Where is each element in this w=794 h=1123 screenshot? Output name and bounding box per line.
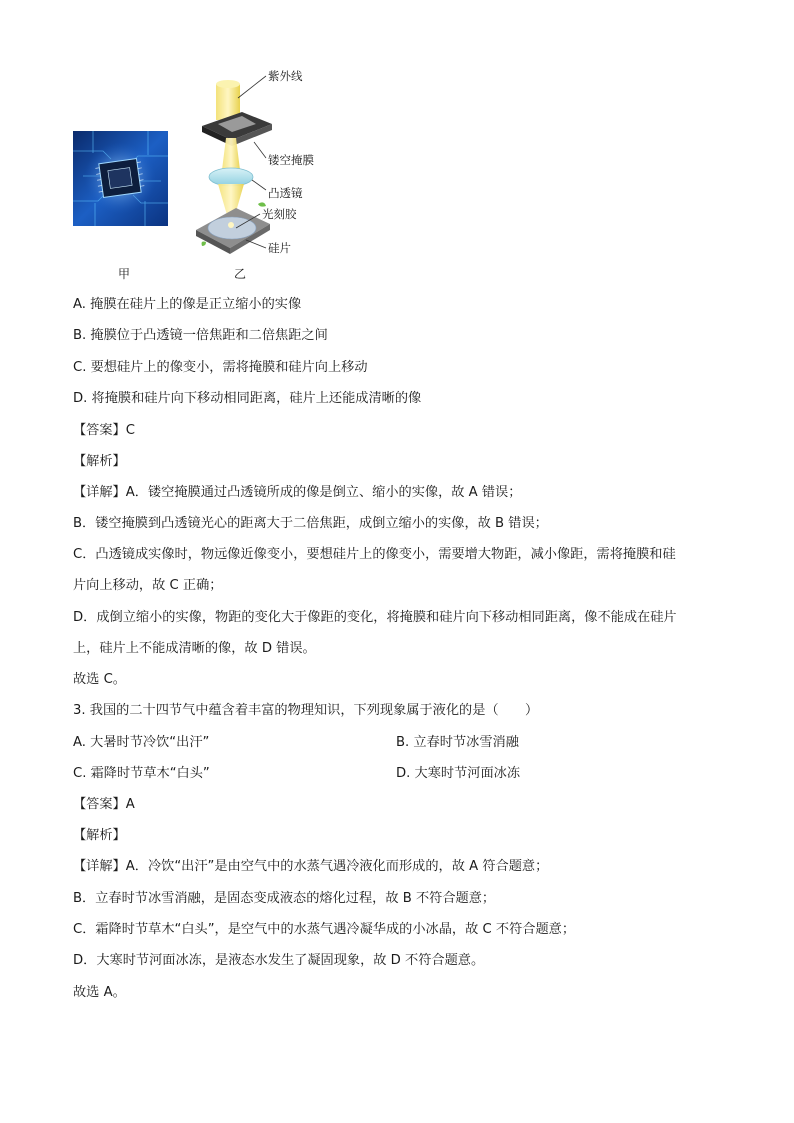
caption-yi: 乙: [234, 267, 247, 281]
label-wafer: 硅片: [268, 241, 291, 255]
q3-option-b: B. 立春时节冰雪消融: [396, 735, 519, 750]
label-lens: 凸透镜: [268, 186, 303, 200]
q2-detail-line: 【详解】A．镂空掩膜通过凸透镜所成的像是倒立、缩小的实像，故 A 错误；: [73, 485, 522, 500]
q2-option-a: A. 掩膜在硅片上的像是正立缩小的实像: [73, 297, 302, 312]
figure-area: [0, 0, 794, 290]
q3-detail-line: D．大寒时节河面冰冻，是液态水发生了凝固现象，故 D 不符合题意。: [73, 953, 485, 968]
q3-stem: 3. 我国的二十四节气中蕴含着丰富的物理知识，下列现象属于液化的是（ ）: [73, 703, 539, 718]
label-uv: 紫外线: [268, 69, 303, 83]
q2-detail-line: C．凸透镜成实像时，物远像近像变小，要想硅片上的像变小，需要增大物距，减小像距，需将掩膜和硅: [73, 547, 676, 562]
q3-conclusion: 故选 A。: [73, 985, 126, 1000]
lens-shape: [209, 168, 253, 186]
label-mask: 镂空掩膜: [268, 153, 314, 167]
q2-detail-line: B．镂空掩膜到凸透镜光心的距离大于二倍焦距，成倒立缩小的实像，故 B 错误；: [73, 516, 548, 531]
q2-detail-line: D．成倒立缩小的实像，物距的变化大于像距的变化，将掩膜和硅片向下移动相同距离，像不能成在硅片: [73, 610, 677, 625]
q3-option-d: D. 大寒时节河面冰冻: [396, 766, 521, 781]
q3-detail-line: B．立春时节冰雪消融，是固态变成液态的熔化过程，故 B 不符合题意；: [73, 891, 496, 906]
q3-answer: 【答案】A: [73, 797, 135, 812]
q2-option-c: C. 要想硅片上的像变小，需将掩膜和硅片向上移动: [73, 360, 368, 375]
q2-option-d: D. 将掩膜和硅片向下移动相同距离，硅片上还能成清晰的像: [73, 391, 422, 406]
q2-conclusion: 故选 C。: [73, 672, 126, 687]
caption-jia: 甲: [118, 267, 131, 281]
q2-detail-line: 上，硅片上不能成清晰的像，故 D 错误。: [73, 641, 316, 656]
label-resist: 光刻胶: [262, 207, 297, 221]
q3-analysis-heading: 【解析】: [73, 828, 126, 843]
q3-option-c: C. 霜降时节草木“白头”: [73, 766, 210, 781]
chip-photo-image: [73, 131, 168, 226]
q2-answer: 【答案】C: [73, 423, 135, 438]
q3-detail-line: C．霜降时节草木“白头”，是空气中的水蒸气遇冷凝华成的小冰晶，故 C 不符合题意；: [73, 922, 576, 937]
q2-analysis-heading: 【解析】: [73, 454, 126, 469]
q3-detail-line: 【详解】A．冷饮“出汗”是由空气中的水蒸气遇冷液化而形成的，故 A 符合题意；: [73, 859, 549, 874]
q2-option-b: B. 掩膜位于凸透镜一倍焦距和二倍焦距之间: [73, 328, 328, 343]
q3-option-a: A. 大暑时节冷饮“出汗”: [73, 735, 210, 750]
q2-detail-line: 片向上移动，故 C 正确；: [73, 578, 223, 593]
